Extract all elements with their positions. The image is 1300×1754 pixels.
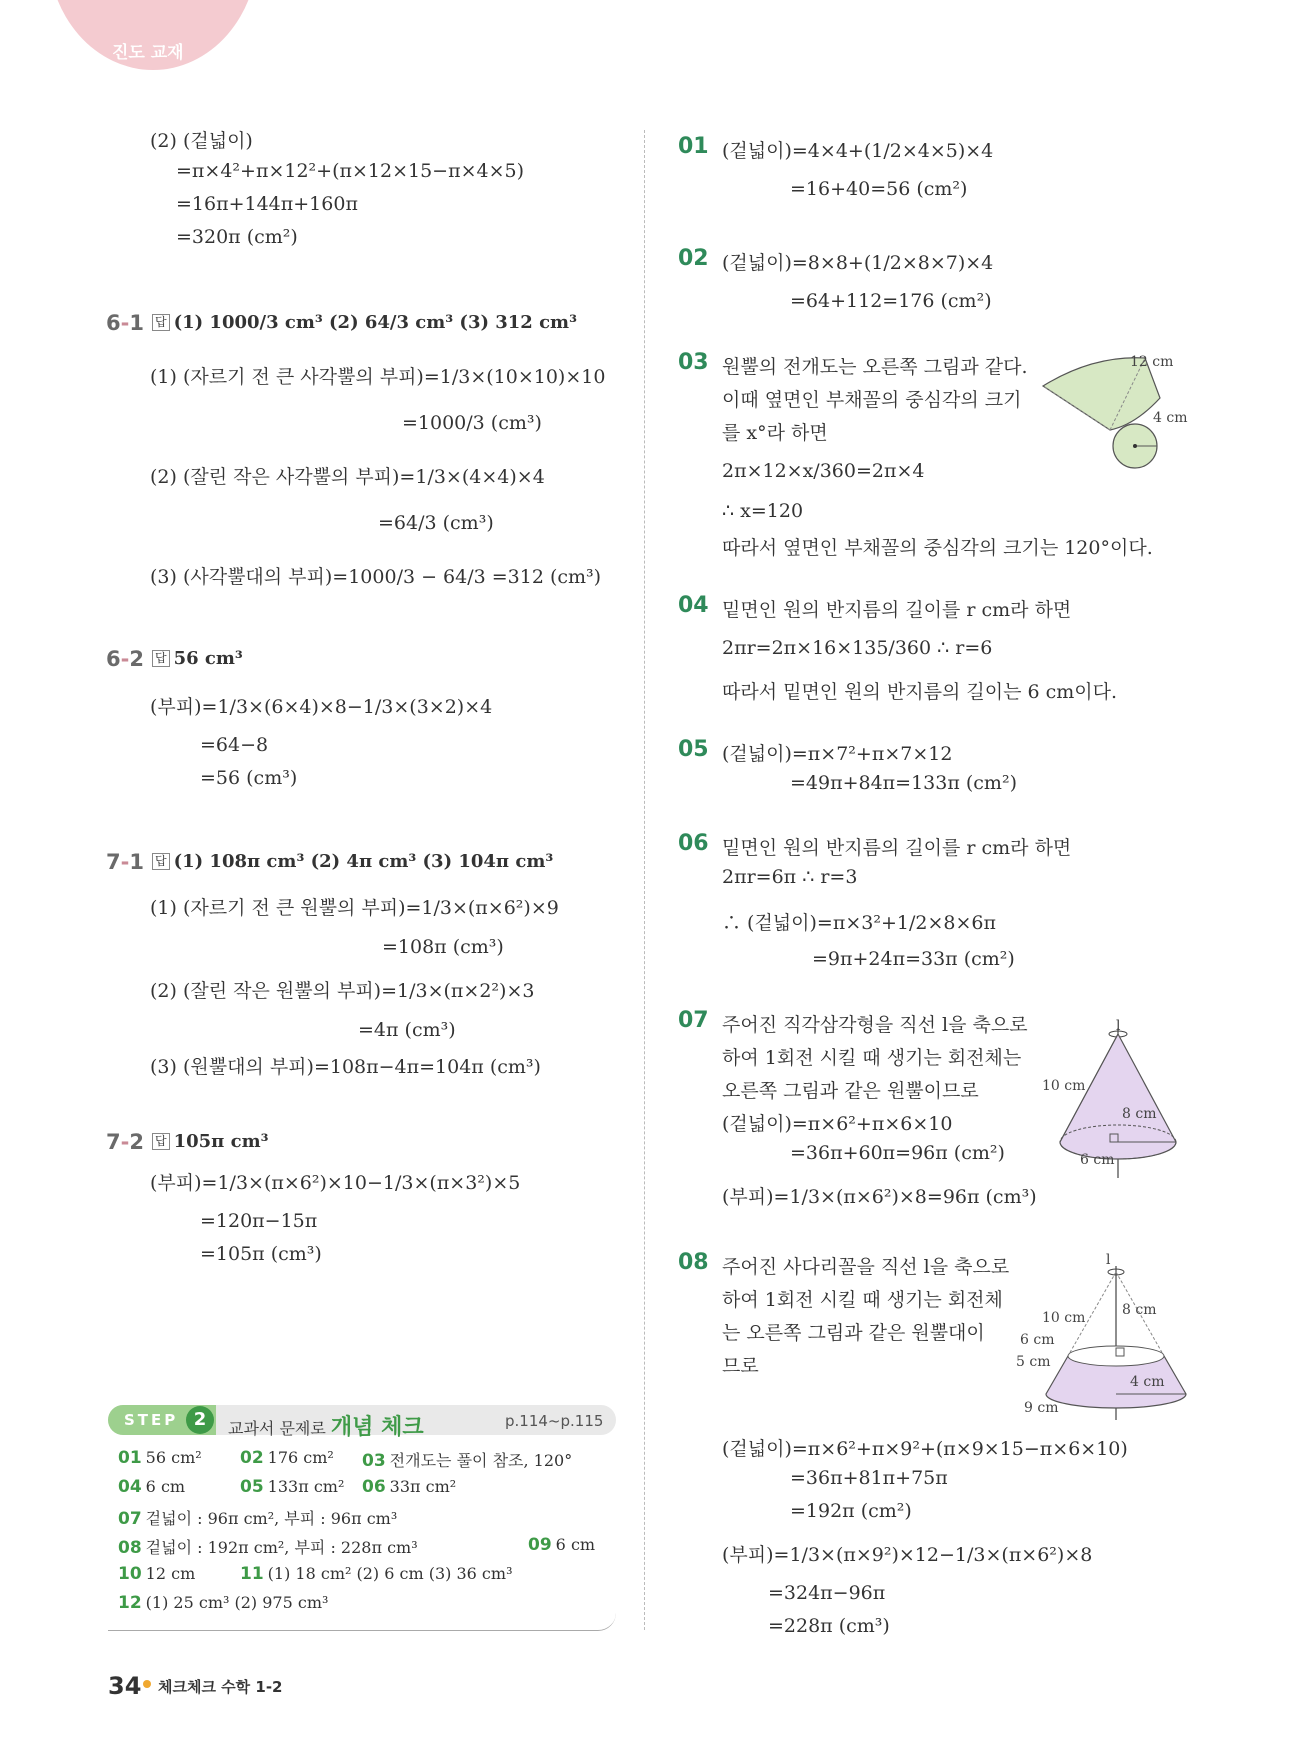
solution-line: =120π−15π (200, 1210, 318, 1232)
question-number-08: 08 (678, 1250, 709, 1275)
solution-line: (부피)=1/3×(π×6²)×10−1/3×(π×3²)×5 (150, 1172, 521, 1194)
solution-line: 밑면인 원의 반지름의 길이를 r cm라 하면 (722, 837, 1072, 859)
problem-number-6-1: 6-1 (106, 311, 144, 335)
solution-line: =1000/3 (cm³) (402, 412, 542, 434)
solution-line: 하여 1회전 시킬 때 생기는 회전체는 (722, 1047, 1022, 1069)
frustum-label-bottom-radius: 9 cm (1024, 1400, 1059, 1416)
solution-line: (1) (자르기 전 큰 원뿔의 부피)=1/3×(π×6²)×9 (150, 897, 559, 919)
solution-line: (겉넓이)=4×4+(1/2×4×5)×4 (722, 140, 994, 162)
solution-line: =64−8 (200, 734, 269, 756)
solution-line: (3) (사각뿔대의 부피)=1000/3 − 64/3 =312 (cm³) (150, 566, 602, 588)
solution-line: 밑면인 원의 반지름의 길이를 r cm라 하면 (722, 599, 1072, 621)
solution-line: 2π×12×x/360=2π×4 (722, 460, 925, 482)
step-number: 2 (186, 1406, 214, 1434)
solution-line: =49π+84π=133π (cm²) (790, 772, 1017, 794)
frustum-label-slant-bottom: 5 cm (1016, 1354, 1051, 1370)
solution-line: =36π+81π+75π (790, 1467, 948, 1489)
step-answer: 07 겉넓이 : 96π cm², 부피 : 96π cm³ (118, 1509, 398, 1529)
question-number-02: 02 (678, 246, 709, 271)
solution-line: =4π (cm³) (358, 1019, 456, 1041)
answer-7-2: 답 105π cm³ (152, 1131, 269, 1152)
solution-line: 오른쪽 그림과 같은 원뿔이므로 (722, 1080, 979, 1102)
solution-line: (2) (잘린 작은 사각뿔의 부피)=1/3×(4×4)×4 (150, 466, 545, 488)
solution-line: =56 (cm³) (200, 767, 298, 789)
answer-6-2: 답 56 cm³ (152, 648, 243, 669)
frustum-label-slant-top: 10 cm (1042, 1310, 1086, 1326)
step-answer: 11 (1) 18 cm² (2) 6 cm (3) 36 cm³ (240, 1564, 513, 1584)
solution-line: (부피)=1/3×(6×4)×8−1/3×(3×2)×4 (150, 696, 493, 718)
solution-line: (겉넓이)=π×7²+π×7×12 (722, 743, 953, 765)
solution-line: ∴ (겉넓이)=π×3²+1/2×8×6π (722, 912, 996, 934)
solution-line: (부피)=1/3×(π×9²)×12−1/3×(π×6²)×8 (722, 1544, 1093, 1566)
solution-line: (부피)=1/3×(π×6²)×8=96π (cm³) (722, 1186, 1037, 1208)
problem-number-6-2: 6-2 (106, 647, 144, 671)
solution-line: 2πr=6π ∴ r=3 (722, 866, 858, 888)
question-number-04: 04 (678, 593, 709, 618)
step-answer: 03 전개도는 풀이 참조, 120° (362, 1451, 573, 1471)
step-page-range: p.114~p.115 (505, 1412, 604, 1430)
solution-line: (2) (겉넓이) (150, 130, 253, 152)
solution-line: =16π+144π+160π (176, 193, 358, 215)
solution-line: =105π (cm³) (200, 1243, 322, 1265)
solution-line: 주어진 사다리꼴을 직선 l을 축으로 (722, 1256, 1010, 1278)
solution-line: 2πr=2π×16×135/360 ∴ r=6 (722, 637, 993, 659)
solution-line: =324π−96π (768, 1582, 886, 1604)
footer-bullet (143, 1680, 151, 1688)
step-answer: 01 56 cm² (118, 1448, 202, 1468)
solution-line: 하여 1회전 시킬 때 생기는 회전체 (722, 1289, 1003, 1311)
net-label-radius: 4 cm (1153, 410, 1188, 426)
question-number-07: 07 (678, 1008, 709, 1033)
solution-line: =π×4²+π×12²+(π×12×15−π×4×5) (176, 160, 525, 182)
solution-line: =320π (cm²) (176, 226, 298, 248)
step-answer: 02 176 cm² (240, 1448, 334, 1468)
solution-line: 이때 옆면인 부채꼴의 중심각의 크기 (722, 389, 1022, 411)
solution-line: =228π (cm³) (768, 1615, 890, 1637)
problem-number-7-2: 7-2 (106, 1130, 144, 1154)
answer-6-1: 답 (1) 1000/3 cm³ (2) 64/3 cm³ (3) 312 cm³ (152, 312, 577, 333)
step-answer: 10 12 cm (118, 1564, 196, 1584)
solution-line: =108π (cm³) (382, 936, 504, 958)
solution-line: 를 x°라 하면 (722, 422, 828, 444)
solution-line: 는 오른쪽 그림과 같은 원뿔대이 (722, 1322, 985, 1344)
question-number-01: 01 (678, 134, 709, 159)
solution-line: (3) (원뿔대의 부피)=108π−4π=104π (cm³) (150, 1056, 541, 1078)
frustum-label-height-bottom: 4 cm (1130, 1374, 1165, 1390)
solution-line: (겉넓이)=π×6²+π×6×10 (722, 1113, 953, 1135)
question-number-06: 06 (678, 831, 709, 856)
solution-line: (겉넓이)=8×8+(1/2×8×7)×4 (722, 252, 994, 274)
frustum-figure (1010, 1252, 1210, 1422)
cone-label-radius: 6 cm (1080, 1152, 1115, 1168)
solution-line: 주어진 직각삼각형을 직선 l을 축으로 (722, 1014, 1028, 1036)
cone-label-height: 8 cm (1122, 1106, 1157, 1122)
solution-line: 따라서 옆면인 부채꼴의 중심각의 크기는 120°이다. (722, 537, 1153, 559)
solution-line: (1) (자르기 전 큰 사각뿔의 부피)=1/3×(10×10)×10 (150, 366, 606, 388)
page-number: 34 (108, 1672, 142, 1700)
step-label: STEP (108, 1405, 216, 1435)
book-title: 체크체크 수학 1-2 (158, 1678, 283, 1696)
frustum-label-top-radius: 6 cm (1020, 1332, 1055, 1348)
solution-line: =64+112=176 (cm²) (790, 290, 992, 312)
step-answer: 06 33π cm² (362, 1477, 457, 1497)
solution-line: (2) (잘린 작은 원뿔의 부피)=1/3×(π×2²)×3 (150, 980, 535, 1002)
question-number-03: 03 (678, 350, 709, 375)
cone-net-figure (1035, 350, 1205, 470)
step-answer: 05 133π cm² (240, 1477, 345, 1497)
problem-number-7-1: 7-1 (106, 850, 144, 874)
frustum-label-l: l (1106, 1252, 1111, 1268)
cone-label-l: l (1116, 1018, 1121, 1034)
step-answer: 04 6 cm (118, 1477, 186, 1497)
solution-line: =16+40=56 (cm²) (790, 178, 968, 200)
cone-label-slant: 10 cm (1042, 1078, 1086, 1094)
step-answer: 08 겉넓이 : 192π cm², 부피 : 228π cm³ (118, 1538, 418, 1558)
solution-line: =36π+60π=96π (cm²) (790, 1142, 1005, 1164)
solution-line: ∴ x=120 (722, 500, 804, 522)
net-label-slant: 12 cm (1130, 354, 1174, 370)
step-answer: 09 6 cm (528, 1535, 596, 1555)
solution-line: =64/3 (cm³) (378, 512, 494, 534)
solution-line: =9π+24π=33π (cm²) (812, 948, 1015, 970)
step-title: 교과서 문제로 개념 체크 (228, 1415, 424, 1440)
step-answer: 12 (1) 25 cm³ (2) 975 cm³ (118, 1593, 329, 1613)
column-divider (644, 130, 645, 1630)
solution-line: 따라서 밑면인 원의 반지름의 길이는 6 cm이다. (722, 681, 1118, 703)
answer-7-1: 답 (1) 108π cm³ (2) 4π cm³ (3) 104π cm³ (152, 851, 553, 872)
question-number-05: 05 (678, 737, 709, 762)
solution-line: =192π (cm²) (790, 1500, 912, 1522)
frustum-label-height-top: 8 cm (1122, 1302, 1157, 1318)
section-tag-label: 진도 교재 (112, 43, 184, 63)
cone-figure (1040, 1010, 1200, 1180)
solution-line: 원뿔의 전개도는 오른쪽 그림과 같다. (722, 356, 1028, 378)
solution-line: (겉넓이)=π×6²+π×9²+(π×9×15−π×6×10) (722, 1438, 1128, 1460)
solution-line: 므로 (722, 1355, 759, 1377)
